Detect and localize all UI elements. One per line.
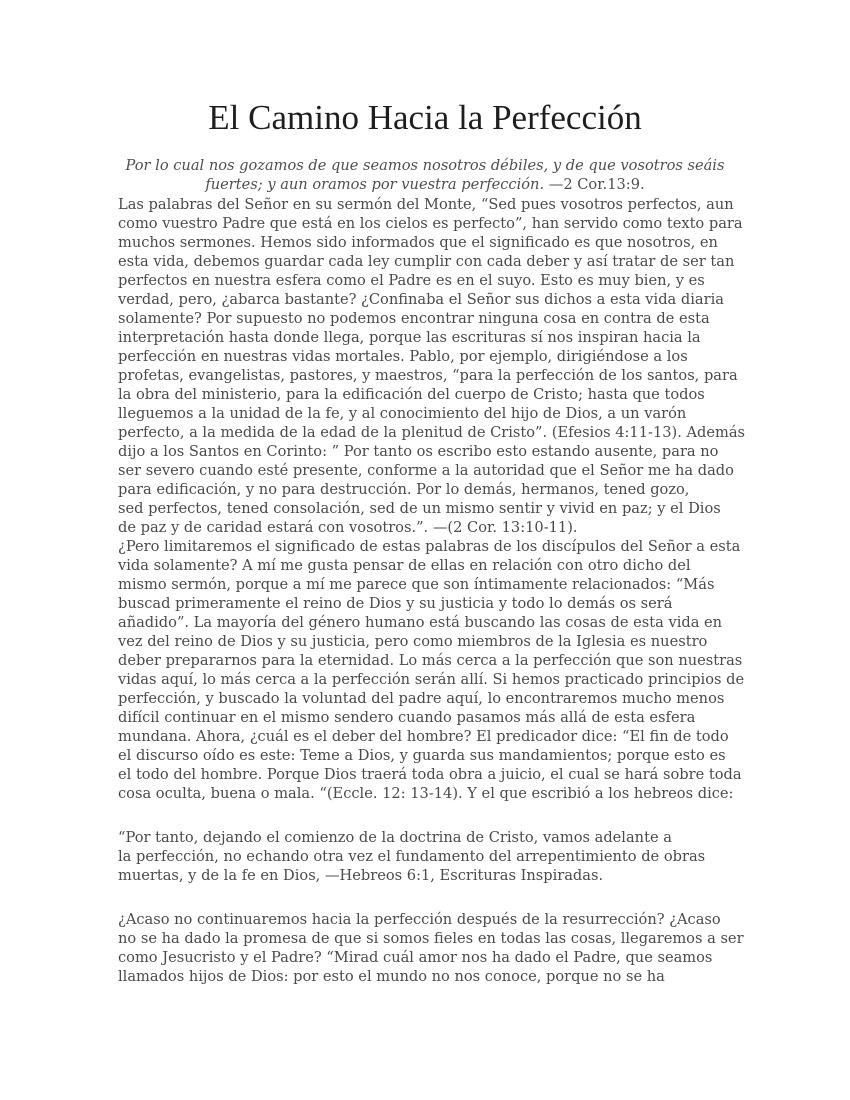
epigraph-quote-line: fuertes; y aun oramos por vuestra perfección. (205, 176, 545, 193)
text-line: solamente? Por supuesto no podemos encontrar ninguna cosa en contra de esta (118, 310, 710, 327)
text-line: cosa oculta, buena o mala. “(Eccle. 12: 13-14). Y el que escribió a los hebreos dice: (118, 785, 734, 802)
text-line: deber prepararnos para la eternidad. Lo más cerca a la perfección que son nuestras (118, 652, 743, 669)
text-line: difícil continuar en el mismo sendero cuando pasamos más allá de esta esfera (118, 709, 696, 726)
text-line: interpretación hasta donde llega, porque las escrituras sí nos inspiran hacia la (118, 329, 701, 346)
text-line: ¿Pero limitaremos el significado de estas palabras de los discípulos del Señor a esta (118, 538, 741, 555)
text-line: lleguemos a la unidad de la fe, y al conocimiento del hijo de Dios, a un varón (118, 405, 687, 422)
text-line: sed perfectos, tened consolación, sed de un mismo sentir y vivid en paz; y el Dios (118, 500, 721, 517)
text-line: llamados hijos de Dios: por esto el mundo no nos conoce, porque no se ha (118, 968, 665, 985)
text-line: Las palabras del Señor en su sermón del Monte, “Sed pues vosotros perfectos, aun (118, 196, 734, 213)
paragraph (118, 828, 732, 885)
epigraph-quote-line: Por lo cual nos gozamos de que seamos nosotros débiles, y de que vosotros seáis (125, 157, 725, 174)
text-line: vida solamente? A mí me gusta pensar de ellas en relación con otro dicho del (118, 557, 691, 574)
text-line: vez del reino de Dios y su justicia, pero como miembros de la Iglesia es nuestro (118, 633, 708, 650)
text-line: perfecto, a la medida de la edad de la plenitud de Cristo”. (Efesios 4:11-13). Además (118, 424, 746, 441)
text-line: perfección, y buscado la voluntad del padre aquí, lo encontraremos mucho menos (118, 690, 725, 707)
epigraph-line (118, 175, 732, 194)
text-line: muertas, y de la fe en Dios, —Hebreos 6:1, Escrituras Inspiradas. (118, 867, 604, 884)
text-line: como Jesucristo y el Padre? “Mirad cuál amor nos ha dado el Padre, que seamos (118, 949, 713, 966)
paragraph-spacer (118, 885, 732, 904)
text-line: de paz y de caridad estará con vosotros.”. —(2 Cor. 13:10-11). (118, 519, 578, 536)
text-line: el discurso oído es este: Teme a Dios, y guarda sus mandamientos; porque esto es (118, 747, 726, 764)
page-title: El Camino Hacia la Perfección (208, 98, 642, 137)
paragraph (118, 537, 745, 803)
text-line: mundana. Ahora, ¿cuál es el deber del hombre? El predicador dice: “El fin de todo (118, 728, 729, 745)
text-line: vidas aquí, lo más cerca a la perfección serán allí. Si hemos practicado principios de (118, 671, 745, 688)
text-line: para edificación, y no para destrucción. Por lo demás, hermanos, tened gozo, (118, 481, 690, 498)
paragraph-spacer (118, 803, 732, 822)
text-line: ¿Acaso no continuaremos hacia la perfección después de la resurrección? ¿Acaso (118, 911, 721, 928)
text-line: como vuestro Padre que está en los cielos es perfecto”, han servido como texto para (118, 215, 743, 232)
text-line: buscad primeramente el reino de Dios y su justicia y todo lo demás os será (118, 595, 673, 612)
text-line: verdad, pero, ¿abarca bastante? ¿Confinaba el Señor sus dichos a esta vida diaria (118, 291, 724, 308)
text-line: muchos sermones. Hemos sido informados que el significado es que nosotros, en (118, 234, 718, 251)
text-line: el todo del hombre. Porque Dios traerá toda obra a juicio, el cual se hará sobre toda (118, 766, 742, 783)
text-line: la obra del ministerio, para la edificación del cuerpo de Cristo; hasta que todos (118, 386, 705, 403)
text-line: ser severo cuando esté presente, conforme a la autoridad que el Señor me ha dado (118, 462, 734, 479)
text-line: dijo a los Santos en Corinto: ” Por tanto os escribo esto estando ausente, para no (118, 443, 719, 460)
epigraph (118, 156, 732, 194)
text-line: añadido”. La mayoría del género humano está buscando las cosas de esta vida en (118, 614, 723, 631)
paragraph (118, 195, 746, 537)
text-line: mismo sermón, porque a mí me parece que son íntimamente relacionados: “Más (118, 576, 715, 593)
body-text (118, 195, 746, 986)
text-line: perfección en nuestras vidas mortales. Pablo, por ejemplo, dirigiéndose a los (118, 348, 688, 365)
epigraph-reference: —2 Cor.13:9. (544, 176, 645, 193)
text-line: profetas, evangelistas, pastores, y maestros, “para la perfección de los santos, para (118, 367, 738, 384)
text-line: la perfección, no echando otra vez el fundamento del arrepentimiento de obras (118, 848, 706, 865)
text-line: no se ha dado la promesa de que si somos fieles en todas las cosas, llegaremos a ser (118, 930, 744, 947)
text-line: esta vida, debemos guardar cada ley cumplir con cada deber y así tratar de ser tan (118, 253, 735, 270)
paragraph (118, 910, 744, 986)
text-line: “Por tanto, dejando el comienzo de la doctrina de Cristo, vamos adelante a (118, 829, 672, 846)
text-line: perfectos en nuestra esfera como el Padre es en el suyo. Esto es muy bien, y es (118, 272, 705, 289)
